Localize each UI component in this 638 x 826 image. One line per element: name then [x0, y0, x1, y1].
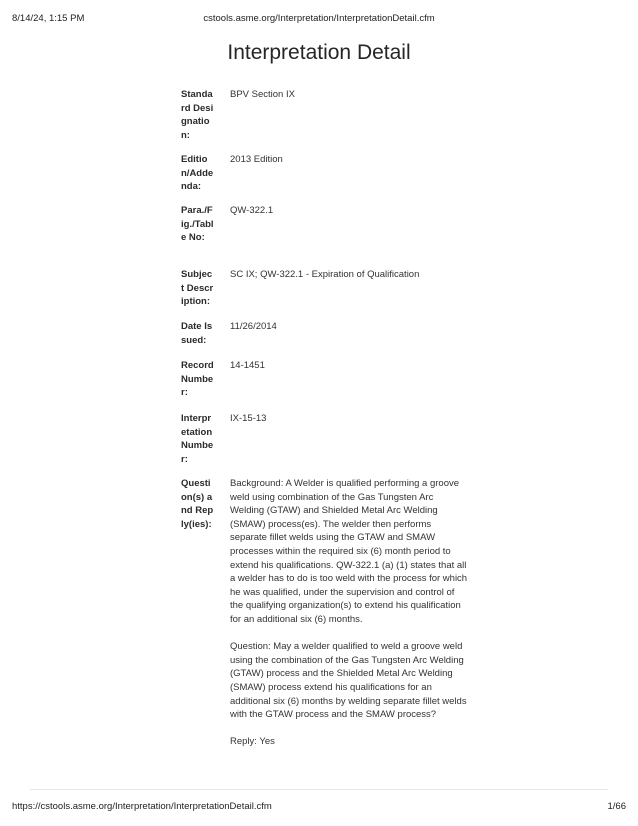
field-value: 11/26/2014 [230, 321, 277, 332]
print-url: cstools.asme.org/Interpretation/InterpretationDetail.cfm [203, 13, 435, 24]
page-title: Interpretation Detail [227, 41, 411, 64]
field-label: Standard Designation: [181, 89, 214, 141]
field-value [230, 477, 468, 749]
detail-table [181, 88, 471, 749]
field-label: Date Issued: [181, 321, 213, 346]
field-label: Subject Description: [181, 269, 214, 307]
field-value: 14-1451 [230, 360, 265, 371]
field-value: QW-322.1 [230, 205, 274, 216]
row-subject-description [181, 268, 471, 320]
field-label: Question(s) and Reply(ies): [181, 478, 214, 530]
print-header [12, 13, 626, 27]
row-edition-addenda [181, 153, 471, 204]
row-standard-designation [181, 88, 471, 153]
field-label: Edition/Addenda: [181, 154, 214, 192]
background-paragraph: Background: A Welder is qualified performing a groove weld using combination of the Gas Tungsten Arc Welding (GTAW) and Shielded Metal Arc Welding (SMAW) process(es). The welder then performs separate fillet welds using the GTAW and SMAW processes within the required six (6) month period to extend his qualifications. QW-322.1 (a) (1) states that all a welder has to do is too weld with the process for which he was qualified, under the supervision and control of the qualifying organization(s) to extend his qualification for an additional six (6) months. [230, 478, 468, 625]
row-questions-replies [181, 477, 471, 749]
field-value: 2013 Edition [230, 154, 283, 165]
field-label: Interpretation Number: [181, 413, 214, 465]
reply-paragraph: Reply: Yes [230, 736, 275, 748]
question-paragraph: Question: May a welder qualified to weld a groove weld using the combination of the Gas Tungsten Arc Welding (GTAW) process and the Shielded Metal Arc Welding (SMAW) process extend his qualifications for an additional six (6) months by welding separate fillet welds with the GTAW process and the SMAW process? [230, 641, 467, 721]
row-interpretation-number [181, 412, 471, 477]
print-datetime: 8/14/24, 1:15 PM [12, 13, 85, 24]
field-value: SC IX; QW-322.1 - Expiration of Qualification [230, 269, 420, 280]
footer-url: https://cstools.asme.org/Interpretation/InterpretationDetail.cfm [12, 801, 272, 812]
row-para-fig-table [181, 204, 471, 268]
page-number: 1/66 [607, 801, 626, 812]
field-value: BPV Section IX [230, 89, 295, 100]
row-record-number [181, 359, 471, 412]
row-date-issued [181, 320, 471, 359]
field-label: Para./Fig./Table No: [181, 205, 214, 243]
field-value: IX-15-13 [230, 413, 267, 424]
print-footer [12, 801, 626, 815]
field-label: Record Number: [181, 360, 214, 398]
footer-divider [30, 789, 608, 790]
